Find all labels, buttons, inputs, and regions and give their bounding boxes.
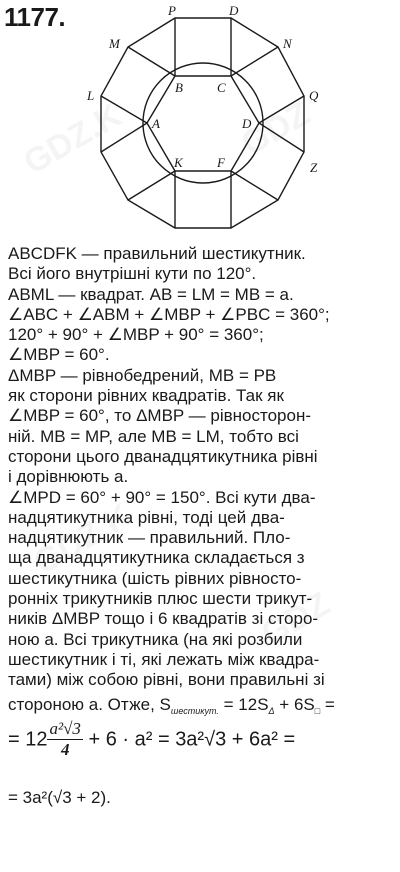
- solution-line: ΔMBP — рівнобедрений, MB = PB: [8, 365, 277, 385]
- fraction-suffix: + 6 · a² = 3a²√3 + 6a² =: [82, 728, 296, 751]
- final-result: = 3a²(√3 + 2).: [8, 787, 111, 807]
- solution-line: ній. MB = MP, але MB = LM, тобто всі: [8, 426, 299, 446]
- solution-text: [8, 244, 396, 815]
- solution-line: ронніх трикутників плюс шести трикут-: [8, 589, 313, 609]
- label-C: C: [217, 80, 226, 95]
- solution-line: ABCDFK — правильний шестикутник.: [8, 244, 306, 263]
- solution-line: і дорівнюють a.: [8, 467, 129, 487]
- triangle-subscript: Δ: [268, 705, 275, 716]
- area-subscript: шестикут.: [170, 705, 219, 716]
- problem-number: 1177.: [4, 2, 66, 32]
- solution-line: ною a. Всі трикутника (на які розбили: [8, 629, 303, 649]
- solution-line: надцятикутник — правильний. Пло-: [8, 528, 291, 548]
- label-L: L: [87, 88, 95, 103]
- area-text: стороною a. Отже, S: [8, 694, 171, 714]
- fraction-denominator: 4: [60, 739, 70, 759]
- label-Q: Q: [309, 88, 319, 103]
- label-N: N: [283, 36, 292, 51]
- label-P: P: [168, 4, 176, 18]
- solution-line: сторони цього дванадцятикутника рівні: [8, 446, 318, 466]
- label-F: F: [217, 155, 225, 170]
- solution-line: надцятикутника рівні, тоді цей два-: [8, 507, 285, 527]
- label-D-top: D: [229, 4, 239, 18]
- label-M: M: [109, 36, 120, 51]
- area-eq: = 12S: [218, 694, 269, 714]
- fraction: [47, 719, 82, 761]
- fraction-prefix: = 12: [8, 728, 48, 751]
- solution-line: тами) між собою рівні, вони правильні зі: [8, 670, 325, 690]
- square-subscript: □: [314, 705, 321, 716]
- solution-line: ∠MBP = 60°, то ΔMBP — рівносторон-: [8, 406, 312, 426]
- solution-line: 120° + 90° + ∠MBP + 90° = 360°;: [8, 325, 264, 345]
- solution-line: ∠MPD = 60° + 90° = 150°. Всі кути два-: [8, 487, 316, 507]
- label-Z: Z: [310, 160, 318, 175]
- geometry-diagram: [78, 4, 340, 242]
- dodecagon-figure: [78, 4, 340, 242]
- label-B: B: [175, 80, 183, 95]
- label-D: D: [242, 116, 252, 131]
- area-eq2: + 6S: [274, 694, 315, 714]
- area-formula-line: [8, 691, 396, 719]
- solution-line: ∠MBP = 60°.: [8, 345, 110, 365]
- solution-line: шестикутник і ті, які лежать між квадра-: [8, 649, 320, 669]
- solution-line: шестикутника (шість рівних рівносто-: [8, 568, 302, 588]
- solution-line: Всі його внутрішні кути по 120°.: [8, 264, 257, 284]
- fraction-numerator: a²√3: [47, 719, 82, 740]
- label-K: K: [174, 155, 183, 170]
- solution-line: як сторони рівних квадратів. Так як: [8, 386, 284, 406]
- solution-line: ників ΔMBP тощо і 6 квадратів зі сторо-: [8, 609, 319, 629]
- solution-line: ABML — квадрат. AB = LM = MB = a.: [8, 284, 294, 304]
- solution-line: ∠ABC + ∠ABM + ∠MBP + ∠PBC = 360°;: [8, 304, 330, 324]
- label-A: A: [152, 116, 160, 131]
- area-end: =: [320, 694, 335, 714]
- solution-line: ща дванадцятикутника складається з: [8, 548, 305, 568]
- fraction-line: [8, 719, 396, 781]
